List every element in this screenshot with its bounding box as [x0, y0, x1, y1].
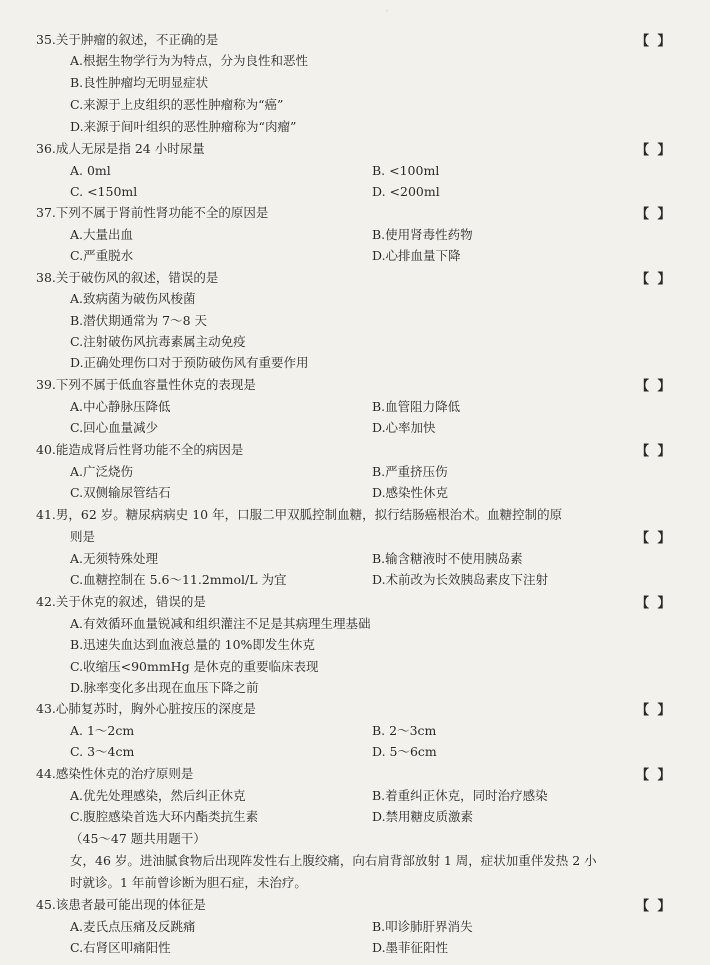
q43-option-d: D. 5～6cm: [372, 744, 437, 759]
shared-stem-text: 女，46 岁。进油腻食物后出现阵发性右上腹绞痛，向右肩背部放射 1 周，症状加重伴发热 2 小: [70, 853, 597, 868]
scan-mark: ·: [385, 4, 389, 18]
q41-stem-continued: 则是: [70, 529, 96, 544]
q42-option-b: B.迅速失血达到血液总量的 10%即发生休克: [70, 637, 315, 652]
q38-option-b: B.潜伏期通常为 7～8 天: [70, 313, 208, 328]
q40-option-d: D.感染性休克: [372, 485, 449, 500]
q43-stem: 43.心肺复苏时，胸外心脏按压的深度是: [36, 701, 256, 716]
q42-option-c: C.收缩压<90mmHg 是休克的重要临床表现: [70, 659, 319, 674]
q35-option-c: C.来源于上皮组织的恶性肿瘤称为“癌”: [70, 97, 284, 112]
q35-option-d: D.来源于间叶组织的恶性肿瘤称为“肉瘤”: [70, 119, 297, 134]
q36-option-b: B. <100ml: [372, 163, 440, 178]
q39-option-b: B.血管阻力降低: [372, 399, 461, 414]
q35-option-b: B.良性肿瘤均无明显症状: [70, 75, 209, 90]
q41-option-b: B.输含糖液时不使用胰岛素: [372, 551, 523, 566]
q35-option-a: A.根据生物学行为为特点，分为良性和恶性: [70, 53, 309, 68]
q37-option-b: B.使用肾毒性药物: [372, 227, 473, 242]
q45-option-a: A.麦氏点压痛及反跳痛: [70, 919, 196, 934]
q45-option-b: B.叩诊肺肝界消失: [372, 919, 473, 934]
q35-stem: 35.关于肿瘤的叙述，不正确的是: [36, 32, 219, 47]
q44-answer-bracket: 【 】: [636, 768, 673, 783]
q36-option-c: C. <150ml: [70, 184, 138, 199]
q44-option-b: B.着重纠正休克，同时治疗感染: [372, 788, 548, 803]
q38-option-c: C.注射破伤风抗毒素属主动免疫: [70, 334, 246, 349]
q40-option-a: A.广泛烧伤: [70, 464, 134, 479]
q37-option-d: D.心排血量下降: [372, 248, 461, 263]
q39-option-d: D.心率加快: [372, 420, 436, 435]
q43-answer-bracket: 【 】: [636, 703, 673, 718]
q38-option-a: A.致病菌为破伤风梭菌: [70, 291, 196, 306]
q41-option-c: C.血糖控制在 5.6～11.2mmol/L 为宜: [70, 572, 287, 587]
q36-option-a: A. 0ml: [70, 163, 111, 178]
q37-option-c: C.严重脱水: [70, 248, 134, 263]
q44-option-d: D.禁用糖皮质激素: [372, 809, 474, 824]
q42-option-a: A.有效循环血量锐减和组织灌注不足是其病理生理基础: [70, 616, 371, 631]
q41-option-d: D.术前改为长效胰岛素皮下注射: [372, 572, 549, 587]
q35-answer-bracket: 【 】: [636, 34, 673, 49]
q42-answer-bracket: 【 】: [636, 596, 673, 611]
q43-option-b: B. 2～3cm: [372, 723, 437, 738]
q42-option-d: D.脉率变化多出现在血压下降之前: [70, 680, 259, 695]
q44-option-a: A.优先处理感染，然后纠正休克: [70, 788, 246, 803]
q45-option-c: C.右肾区叩痛阳性: [70, 940, 171, 955]
q45-stem: 45.该患者最可能出现的体征是: [36, 897, 206, 912]
q37-option-a: A.大量出血: [70, 227, 134, 242]
q38-stem: 38.关于破伤风的叙述，错误的是: [36, 270, 219, 285]
q38-answer-bracket: 【 】: [636, 272, 673, 287]
q36-answer-bracket: 【 】: [636, 143, 673, 158]
q45-answer-bracket: 【 】: [636, 899, 673, 914]
q39-stem: 39.下列不属于低血容量性休克的表现是: [36, 377, 256, 392]
q39-option-a: A.中心静脉压降低: [70, 399, 171, 414]
q41-stem: 41.男，62 岁。糖尿病病史 10 年，口服二甲双胍控制血糖，拟行结肠癌根治术。血糖控制的原: [36, 507, 563, 522]
q39-answer-bracket: 【 】: [636, 379, 673, 394]
q44-option-c: C.腹腔感染首选大环内酯类抗生素: [70, 809, 259, 824]
q36-option-d: D. <200ml: [372, 184, 440, 199]
q41-option-a: A.无须特殊处理: [70, 551, 159, 566]
shared-stem-text-continued: 时就诊。1 年前曾诊断为胆石症，未治疗。: [70, 875, 307, 890]
q40-answer-bracket: 【 】: [636, 444, 673, 459]
q36-stem: 36.成人无尿是指 24 小时尿量: [36, 141, 205, 156]
q42-stem: 42.关于休克的叙述，错误的是: [36, 594, 206, 609]
q40-stem: 40.能造成肾后性肾功能不全的病因是: [36, 442, 244, 457]
q40-option-b: B.严重挤压伤: [372, 464, 448, 479]
q43-option-c: C. 3～4cm: [70, 744, 135, 759]
q40-option-c: C.双侧输尿管结石: [70, 485, 171, 500]
q43-option-a: A. 1～2cm: [70, 723, 135, 738]
q44-stem: 44.感染性休克的治疗原则是: [36, 766, 194, 781]
q39-option-c: C.回心血量减少: [70, 420, 159, 435]
q37-answer-bracket: 【 】: [636, 207, 673, 222]
q37-stem: 37.下列不属于肾前性肾功能不全的原因是: [36, 205, 269, 220]
q41-answer-bracket: 【 】: [636, 531, 673, 546]
q38-option-d: D.正确处理伤口对于预防破伤风有重要作用: [70, 355, 309, 370]
shared-stem-label: （45～47 题共用题干）: [70, 831, 206, 846]
q45-option-d: D.墨菲征阳性: [372, 940, 449, 955]
